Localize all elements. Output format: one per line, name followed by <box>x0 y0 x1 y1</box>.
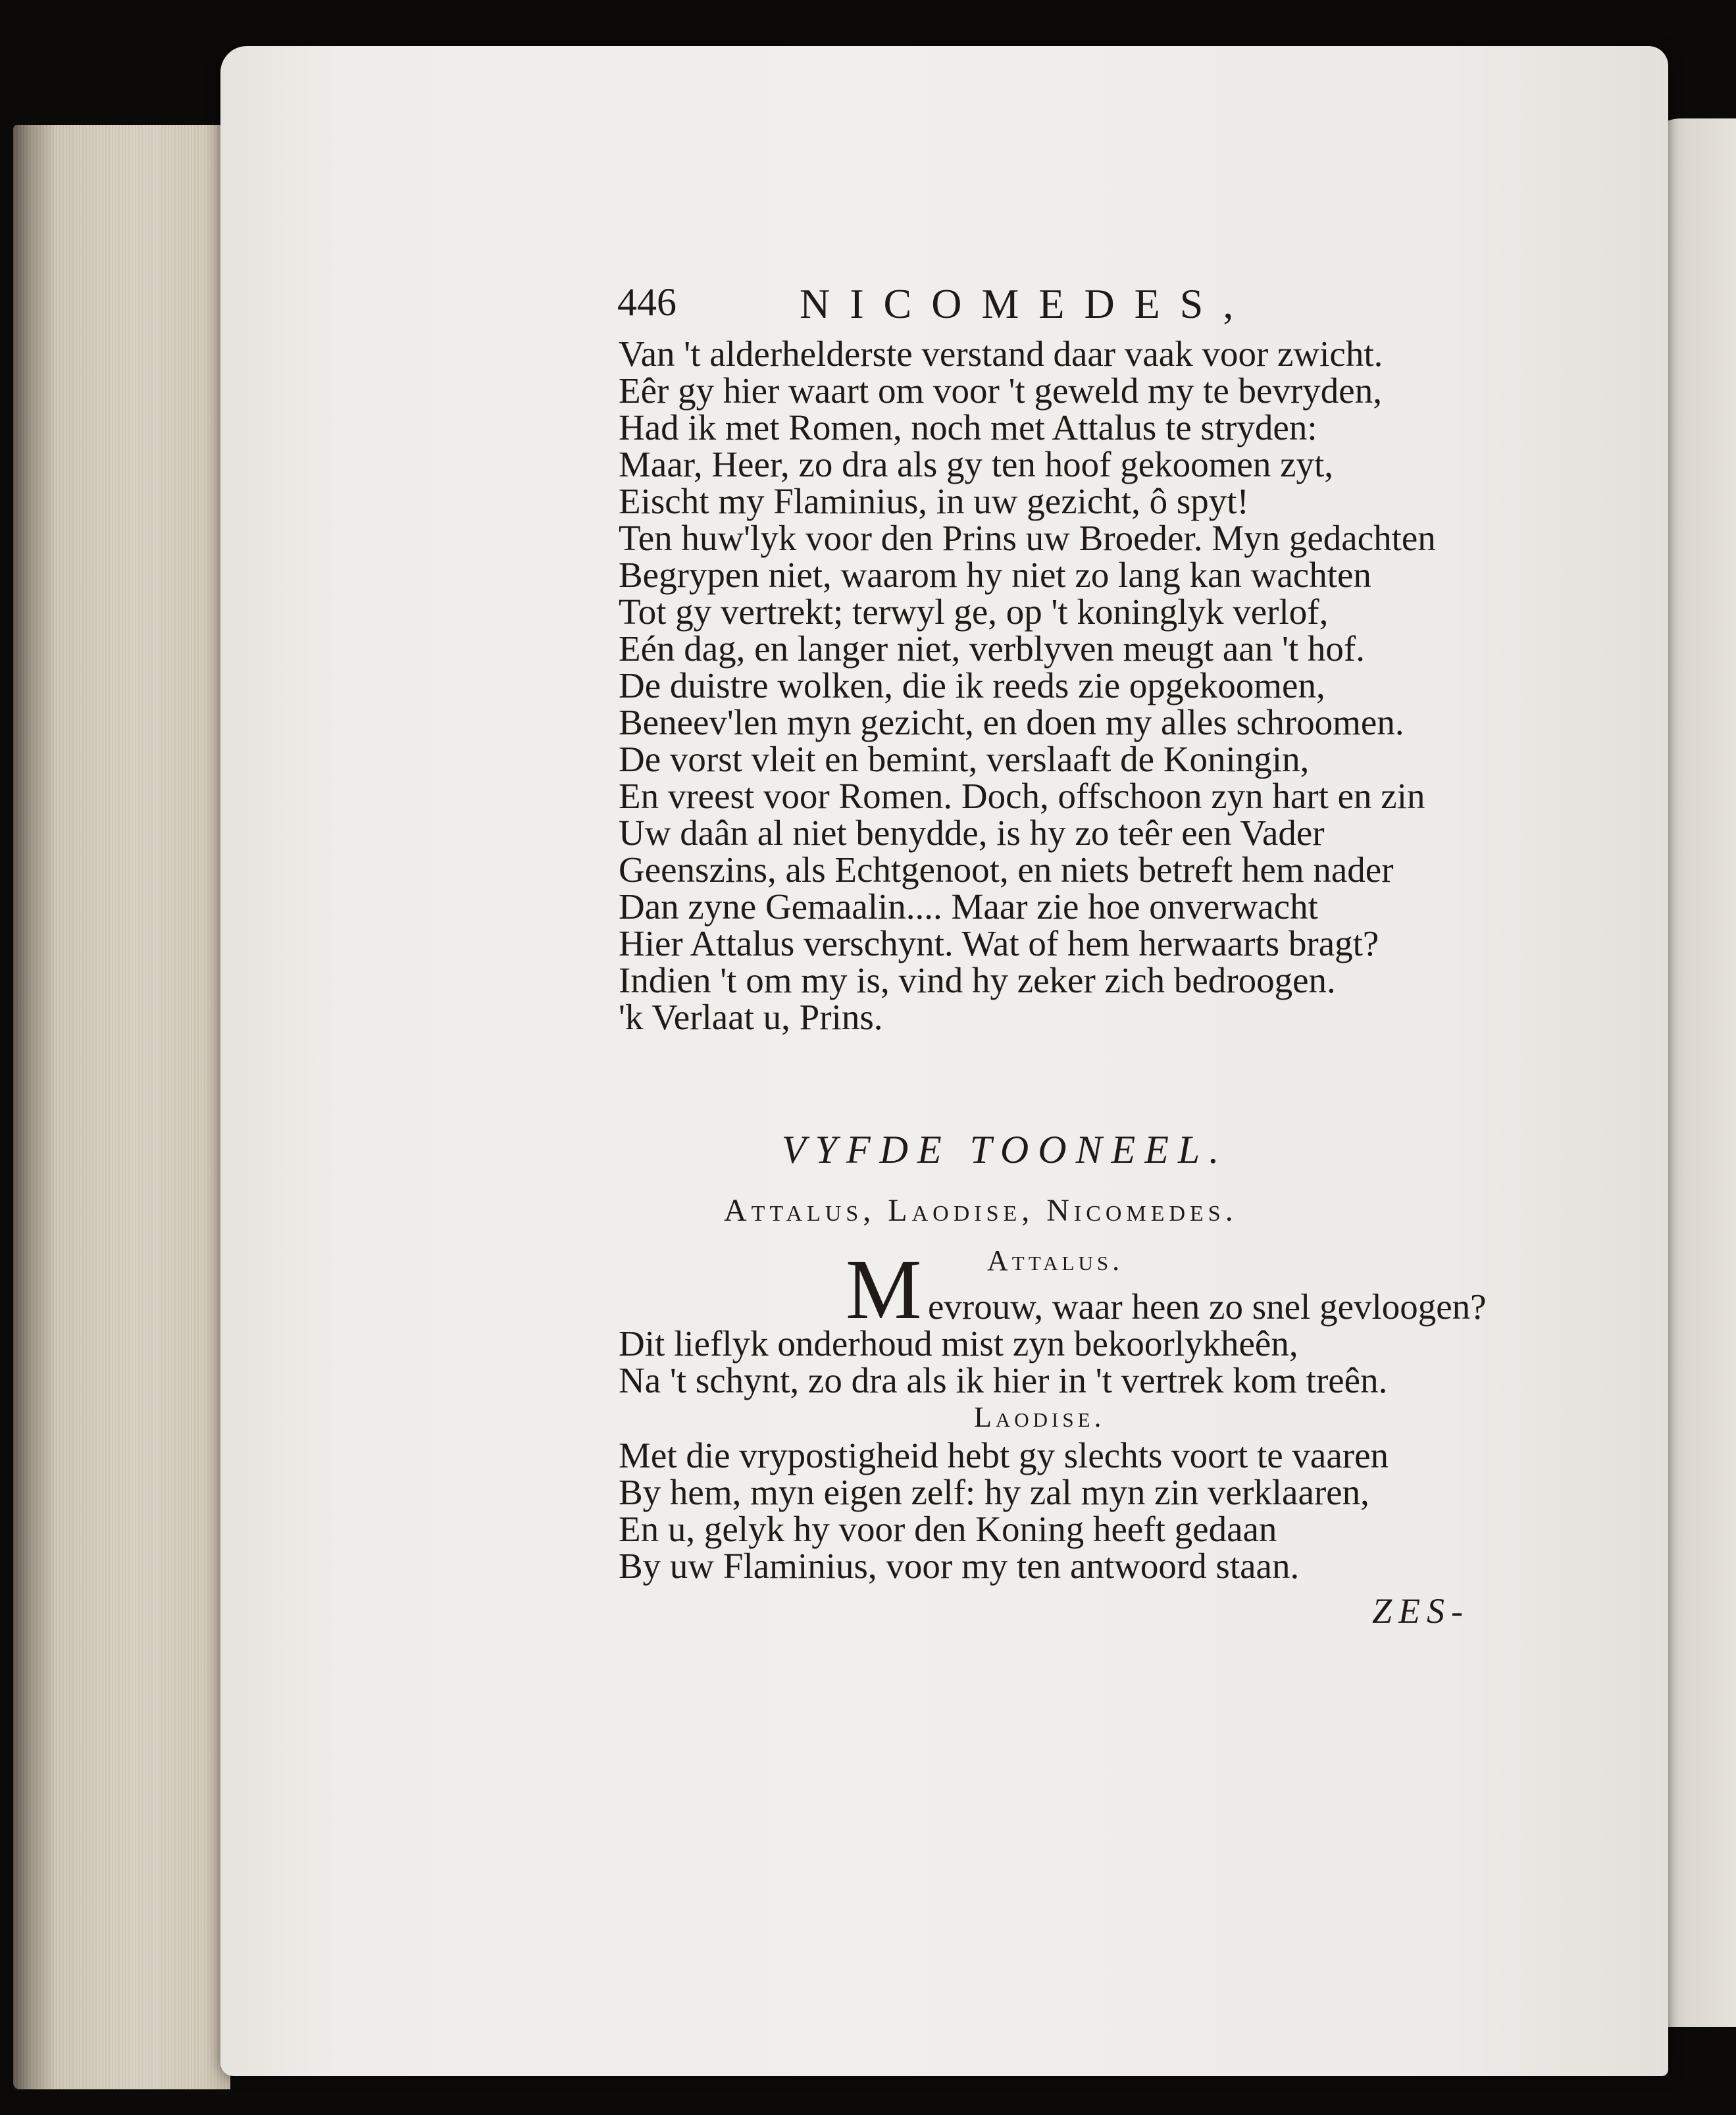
verse-line: Eêr gy hier waart om voor 't geweld my te bevryden, <box>619 370 1382 411</box>
verse-line: Uw daân al niet benydde, is hy zo teêr een Vader <box>619 813 1325 853</box>
page-number: 446 <box>617 280 677 324</box>
verse-line: De duistre wolken, die ik reeds zie opgekoomen, <box>619 665 1325 705</box>
verse-line: De vorst vleit en bemint, verslaaft de Koningin, <box>619 739 1310 779</box>
verse-line: Eén dag, en langer niet, verblyven meugt aan 't hof. <box>619 628 1365 669</box>
drop-cap: M <box>846 1242 922 1337</box>
verse-line: evrouw, waar heen zo snel gevloogen? <box>928 1287 1487 1327</box>
verse-line: Van 't alderhelderste verstand daar vaak voor zwicht. <box>619 334 1383 374</box>
speaker-laodise: Laodise. <box>974 1401 1106 1433</box>
verse-line: Dan zyne Gemaalin.... Maar zie hoe onverwacht <box>619 886 1318 927</box>
verse-line: Had ik met Romen, noch met Attalus te stryden: <box>619 407 1317 447</box>
verse-line: Na 't schynt, zo dra als ik hier in 't vertrek kom treên. <box>619 1360 1388 1400</box>
verse-line: Maar, Heer, zo dra als gy ten hoof gekoomen zyt, <box>619 444 1334 484</box>
speaker-attalus: Attalus. <box>987 1244 1124 1277</box>
verse-line: Dit lieflyk onderhoud mist zyn bekoorlykheên, <box>619 1323 1298 1363</box>
verse-line: By hem, myn eigen zelf: hy zal myn zin verklaaren, <box>619 1472 1369 1512</box>
verse-line: En u, gelyk hy voor den Koning heeft gedaan <box>619 1509 1277 1549</box>
verse-line: 'k Verlaat u, Prins. <box>619 997 883 1037</box>
verse-line: Eischt my Flaminius, in uw gezicht, ô spyt! <box>619 481 1249 521</box>
verse-line: By uw Flaminius, voor my ten antwoord staan. <box>619 1546 1300 1586</box>
verse-line: Hier Attalus verschynt. Wat of hem herwaarts bragt? <box>619 923 1379 963</box>
cast-list: Attalus, Laodise, Nicomedes. <box>724 1193 1238 1228</box>
verse-line: En vreest voor Romen. Doch, offschoon zyn hart en zin <box>619 776 1425 816</box>
verse-line: Met die vrypostigheid hebt gy slechts voort te vaaren <box>619 1435 1389 1475</box>
verse-line: Indien 't om my is, vind hy zeker zich bedroogen. <box>619 960 1336 1000</box>
running-title: NICOMEDES, <box>800 280 1254 327</box>
verse-line: Begrypen niet, waarom hy niet zo lang kan wachten <box>619 555 1371 595</box>
verse-line: Tot gy vertrekt; terwyl ge, op 't koninglyk verlof, <box>619 592 1329 632</box>
verse-line: Ten huw'lyk voor den Prins uw Broeder. Myn gedachten <box>619 518 1436 558</box>
scene-heading: VYFDE TOONEEL. <box>782 1128 1229 1171</box>
verse-line: Beneev'len myn gezicht, en doen my alles schroomen. <box>619 702 1404 742</box>
catchword: ZES- <box>1372 1591 1469 1631</box>
verse-line: Geenszins, als Echtgenoot, en niets betreft hem nader <box>619 850 1394 890</box>
